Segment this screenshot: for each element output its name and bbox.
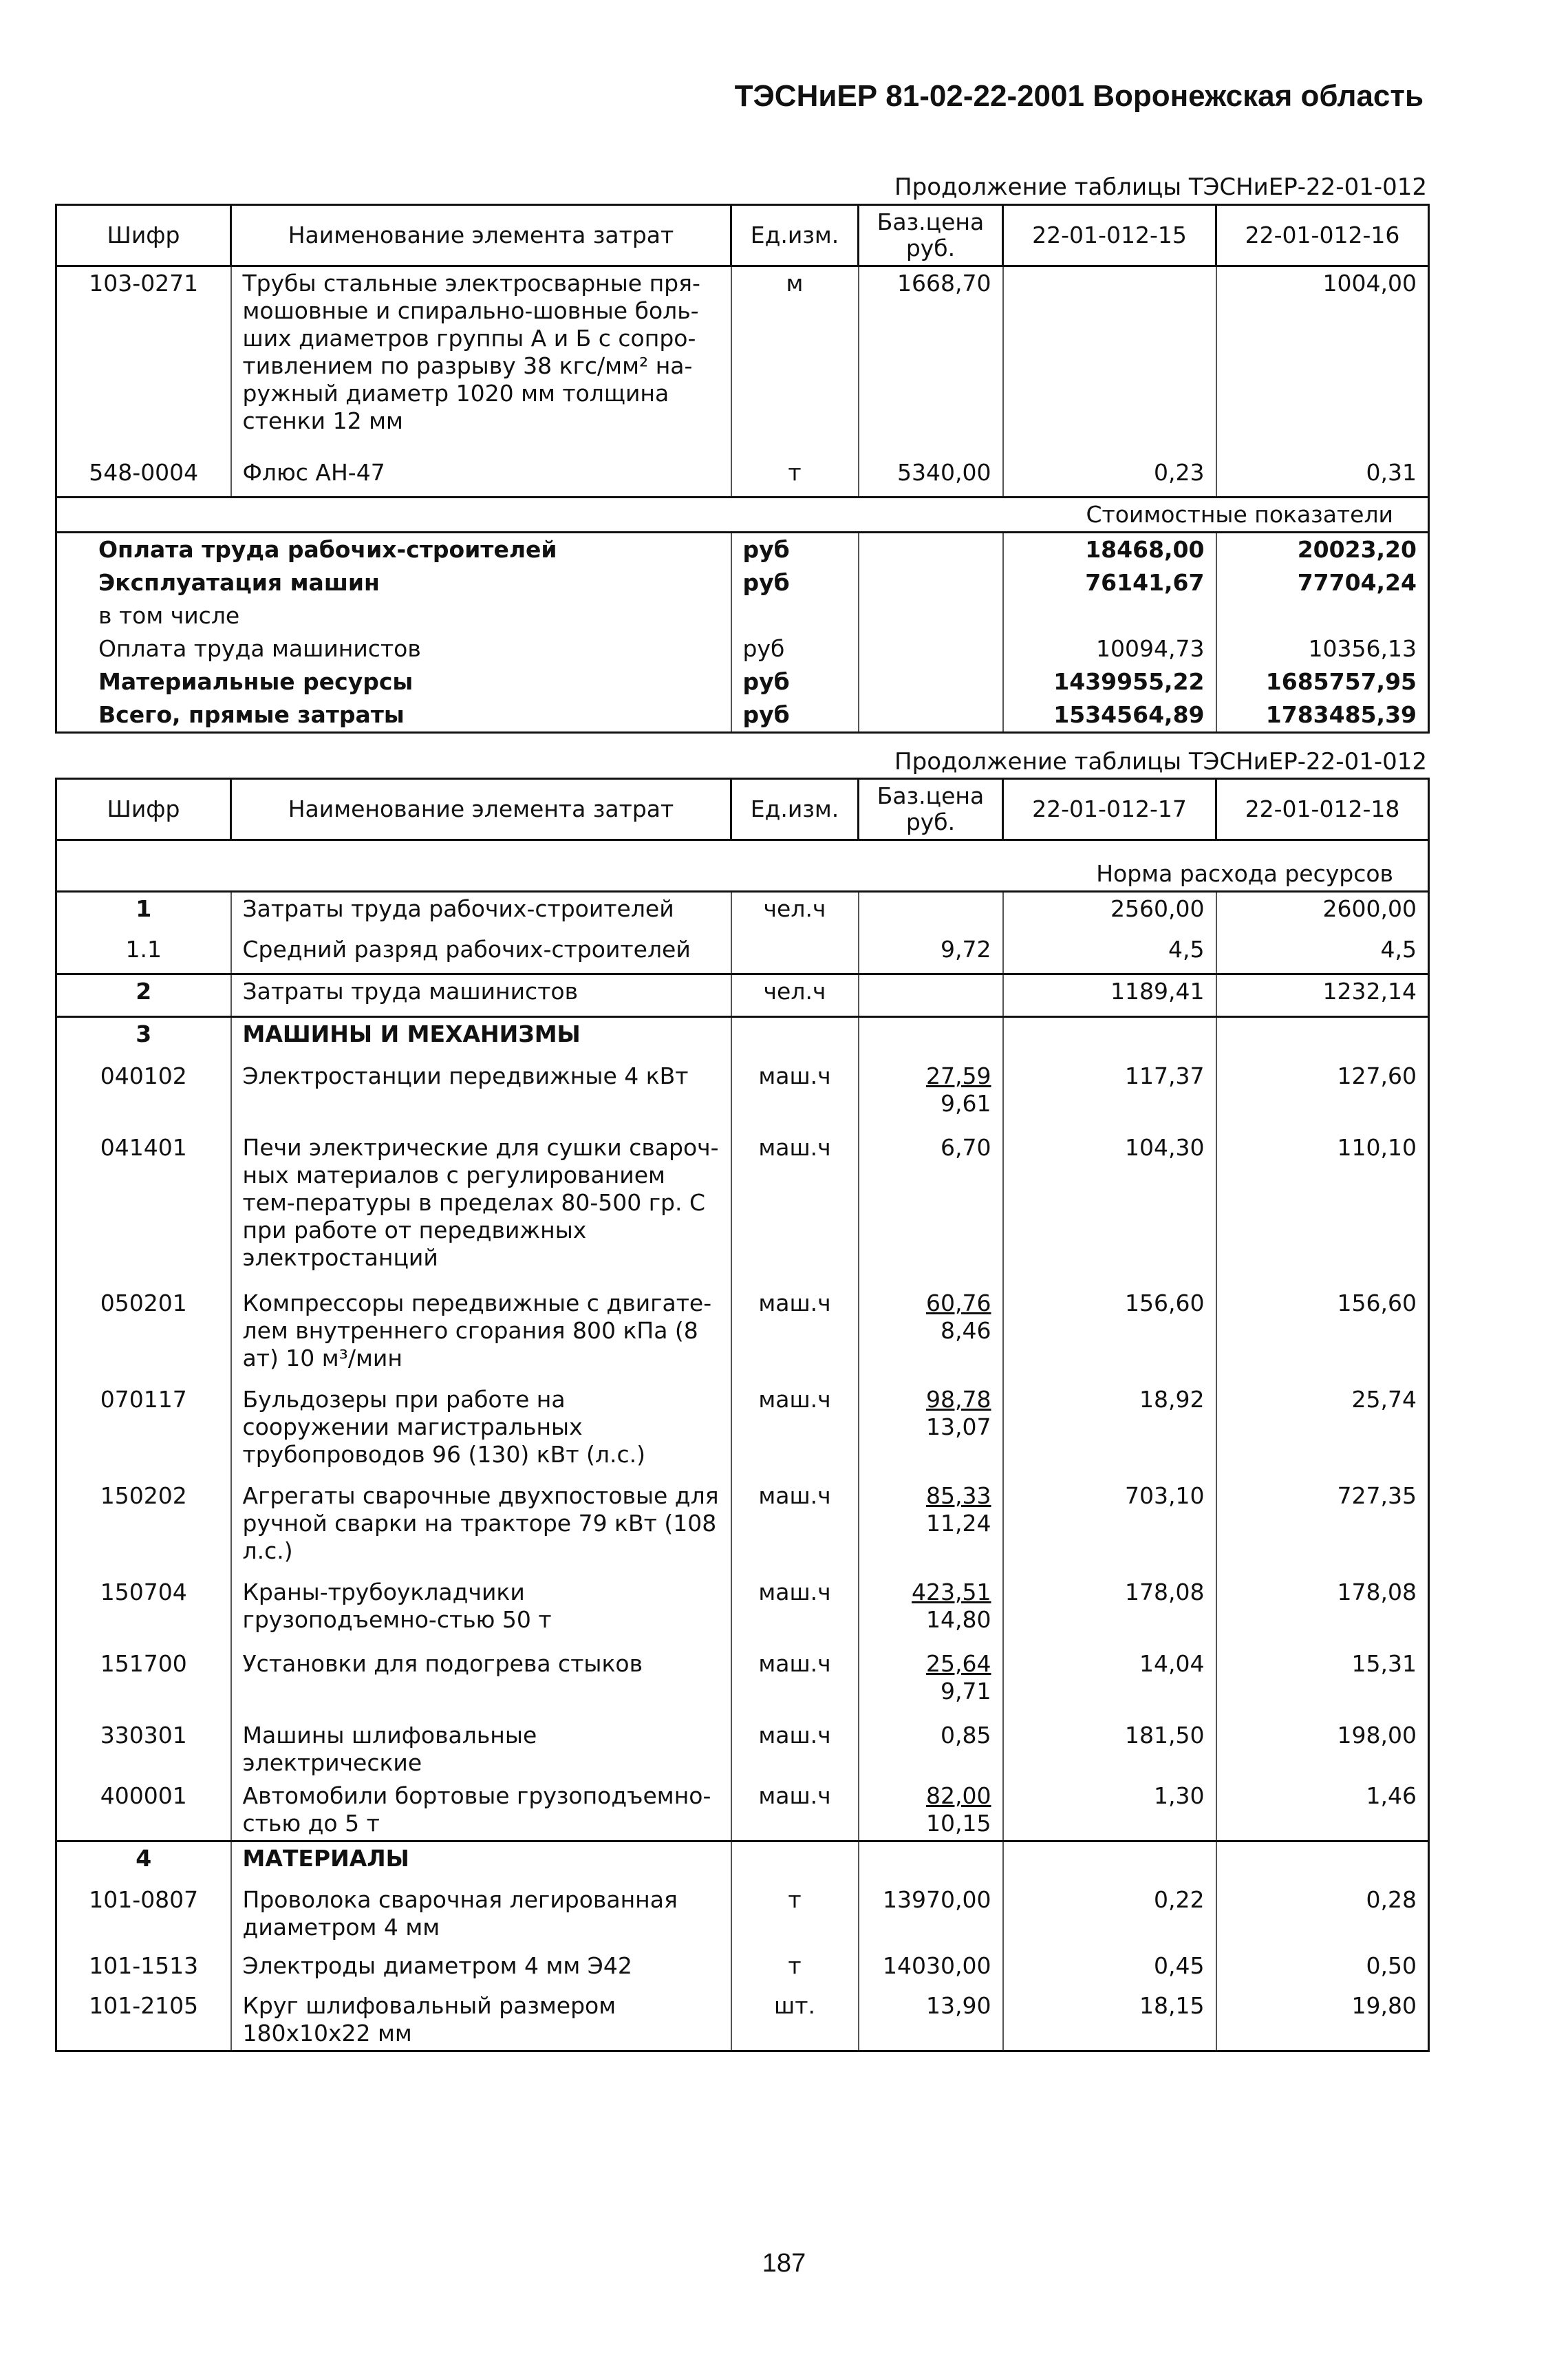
table-row — [56, 1017, 1429, 1060]
column-header-name: Наименование элемента затрат — [231, 205, 731, 266]
table1-header-row — [56, 205, 1429, 266]
cell-code: 1 — [56, 892, 231, 933]
price-main: 27,59 — [926, 1062, 991, 1089]
cell-price — [859, 933, 1003, 974]
cell-name: Затраты труда машинистов — [231, 974, 731, 1017]
cell-value-18: 4,5 — [1216, 933, 1429, 974]
column-header-name: Наименование элемента затрат — [231, 779, 731, 840]
table2-caption: Продолжение таблицы ТЭСНиЕР-22-01-012 — [894, 748, 1427, 776]
price-main: 423,51 — [912, 1578, 991, 1605]
cell-unit — [731, 1841, 859, 1883]
cell-unit: шт. — [731, 1989, 859, 2051]
cell-value-18: 2600,00 — [1216, 892, 1429, 933]
cell-value-18: 156,60 — [1216, 1287, 1429, 1383]
cell-value-18: 1,46 — [1216, 1780, 1429, 1841]
table-row — [56, 1989, 1429, 2051]
cell-value-17: 117,37 — [1003, 1060, 1216, 1131]
cost-label: Всего, прямые затраты — [56, 698, 731, 733]
cell-unit: чел.ч — [731, 974, 859, 1017]
cell-value-18: 19,80 — [1216, 1989, 1429, 2051]
cell-value-17: 4,5 — [1003, 933, 1216, 974]
page-number: 187 — [762, 2249, 806, 2278]
column-header-code: Шифр — [56, 779, 231, 840]
cell-code: 070117 — [56, 1383, 231, 1479]
section-title: Норма расхода ресурсов — [1096, 860, 1393, 887]
cell-name: Электроды диаметром 4 мм Э42 — [231, 1949, 731, 1989]
table1-cost-table — [55, 204, 1430, 734]
price-main: 82,00 — [926, 1782, 991, 1809]
column-header-price: Баз.цена руб. — [859, 779, 1003, 840]
column-header-norm-17: 22-01-012-17 — [1003, 779, 1216, 840]
cell-price — [859, 1883, 1003, 1949]
cost-value-16 — [1216, 599, 1429, 632]
cell-value-18: 178,08 — [1216, 1576, 1429, 1647]
price-operator-wage: 10,15 — [926, 1809, 991, 1837]
column-header-norm-15: 22-01-012-15 — [1003, 205, 1216, 266]
cell-name: Электростанции передвижные 4 кВт — [231, 1060, 731, 1131]
cell-value-18: 1232,14 — [1216, 974, 1429, 1017]
cell-value-17: 1189,41 — [1003, 974, 1216, 1017]
section-row — [56, 840, 1429, 892]
cell-value-16: 1004,00 — [1216, 266, 1429, 456]
cell-price: 5340,00 — [859, 456, 1003, 498]
cell-unit: т — [731, 1883, 859, 1949]
column-header-unit: Ед.изм. — [731, 205, 859, 266]
cell-value-18: 727,35 — [1216, 1479, 1429, 1576]
table-row — [56, 1883, 1429, 1949]
table-row — [56, 1287, 1429, 1383]
table1-caption: Продолжение таблицы ТЭСНиЕР-22-01-012 — [894, 173, 1427, 201]
cell-value-18: 110,10 — [1216, 1131, 1429, 1287]
cost-value-15: 1439955,22 — [1003, 665, 1216, 698]
cell-unit: маш.ч — [731, 1719, 859, 1780]
cost-value-16: 20023,20 — [1216, 533, 1429, 567]
cell-price — [859, 1576, 1003, 1647]
cell-code: 3 — [56, 1017, 231, 1060]
cell-name: МАШИНЫ И МЕХАНИЗМЫ — [231, 1017, 731, 1060]
column-header-price: Баз.цена руб. — [859, 205, 1003, 266]
price-main: 25,64 — [926, 1649, 991, 1677]
cost-price — [859, 632, 1003, 665]
cell-value-15: 0,23 — [1003, 456, 1216, 498]
cell-value-16: 0,31 — [1216, 456, 1429, 498]
cell-unit: т — [731, 456, 859, 498]
cell-unit: маш.ч — [731, 1287, 859, 1383]
price-operator-wage: 13,07 — [926, 1413, 991, 1440]
column-header-norm-16: 22-01-012-16 — [1216, 205, 1429, 266]
cost-value-15: 1534564,89 — [1003, 698, 1216, 733]
cost-value-15: 18468,00 — [1003, 533, 1216, 567]
cell-price — [859, 1060, 1003, 1131]
table-row — [56, 266, 1429, 456]
cost-label: в том числе — [56, 599, 731, 632]
cost-value-15: 10094,73 — [1003, 632, 1216, 665]
cell-unit: маш.ч — [731, 1647, 859, 1719]
cell-name: Средний разряд рабочих-строителей — [231, 933, 731, 974]
cost-row — [56, 665, 1429, 698]
cell-value-17: 18,92 — [1003, 1383, 1216, 1479]
cost-row — [56, 533, 1429, 567]
price-main: 98,78 — [926, 1385, 991, 1413]
table1-body — [56, 266, 1429, 733]
cost-unit: руб — [731, 665, 859, 698]
cell-price — [859, 1989, 1003, 2051]
cell-name: Установки для подогрева стыков — [231, 1647, 731, 1719]
cell-code: 548-0004 — [56, 456, 231, 498]
cost-value-16: 10356,13 — [1216, 632, 1429, 665]
cell-value-18: 25,74 — [1216, 1383, 1429, 1479]
cell-code: 1.1 — [56, 933, 231, 974]
cost-row — [56, 599, 1429, 632]
cost-value-16: 77704,24 — [1216, 566, 1429, 599]
cell-unit — [731, 933, 859, 974]
cell-name: Краны-трубоукладчики грузоподъемно-стью 50 т — [231, 1576, 731, 1647]
cost-value-16: 1685757,95 — [1216, 665, 1429, 698]
cell-price — [859, 1780, 1003, 1841]
cell-value-18: 0,50 — [1216, 1949, 1429, 1989]
cell-code: 400001 — [56, 1780, 231, 1841]
cell-code: 103-0271 — [56, 266, 231, 456]
price-main: 85,33 — [926, 1482, 991, 1509]
cell-unit: маш.ч — [731, 1131, 859, 1287]
cell-value-18 — [1216, 1841, 1429, 1883]
table-row — [56, 1647, 1429, 1719]
cell-value-17: 104,30 — [1003, 1131, 1216, 1287]
table-row — [56, 1719, 1429, 1780]
table-row — [56, 1576, 1429, 1647]
cell-code: 101-2105 — [56, 1989, 231, 2051]
cell-value-18: 127,60 — [1216, 1060, 1429, 1131]
price-operator-wage: 9,61 — [941, 1089, 991, 1117]
cell-name: Машины шлифовальные электрические — [231, 1719, 731, 1780]
column-header-norm-18: 22-01-012-18 — [1216, 779, 1429, 840]
cell-code: 101-1513 — [56, 1949, 231, 1989]
cell-price — [859, 1017, 1003, 1060]
cell-unit: маш.ч — [731, 1479, 859, 1576]
cell-code: 2 — [56, 974, 231, 1017]
cost-label: Оплата труда рабочих-строителей — [56, 533, 731, 567]
cell-unit: чел.ч — [731, 892, 859, 933]
cell-name: МАТЕРИАЛЫ — [231, 1841, 731, 1883]
cell-code: 041401 — [56, 1131, 231, 1287]
cost-price — [859, 533, 1003, 567]
price-main: 0,85 — [941, 1721, 991, 1749]
cost-row — [56, 698, 1429, 733]
cell-code: 151700 — [56, 1647, 231, 1719]
cell-name: Трубы стальные электросварные пря-мошовные и спирально-шовные боль-ших диаметров группы А и Б с сопро-тивлением по разрыву 38 кгс/мм² на-ружный диаметр 1020 мм толщина стенки 12 мм — [231, 266, 731, 456]
cost-row — [56, 632, 1429, 665]
cell-price — [859, 1841, 1003, 1883]
cost-label: Эксплуатация машин — [56, 566, 731, 599]
cell-value-18: 198,00 — [1216, 1719, 1429, 1780]
cell-price — [859, 974, 1003, 1017]
cell-unit: маш.ч — [731, 1060, 859, 1131]
page-header-title: ТЭСНиЕР 81-02-22-2001 Воронежская область — [734, 79, 1424, 113]
cell-name: Проволока сварочная легированная диаметром 4 мм — [231, 1883, 731, 1949]
price-main: 13,90 — [926, 1992, 991, 2019]
cell-code: 4 — [56, 1841, 231, 1883]
column-header-code: Шифр — [56, 205, 231, 266]
cell-name: Компрессоры передвижные с двигате-лем внутреннего сгорания 800 кПа (8 ат) 10 м³/мин — [231, 1287, 731, 1383]
cell-unit: маш.ч — [731, 1576, 859, 1647]
cell-value-18 — [1216, 1017, 1429, 1060]
cost-unit: руб — [731, 632, 859, 665]
cell-name: Флюс АН-47 — [231, 456, 731, 498]
cost-label: Материальные ресурсы — [56, 665, 731, 698]
cell-value-17 — [1003, 1017, 1216, 1060]
cell-value-17: 0,45 — [1003, 1949, 1216, 1989]
table2-resource-table — [55, 778, 1430, 2052]
table-row — [56, 933, 1429, 974]
cost-row — [56, 566, 1429, 599]
column-header-unit: Ед.изм. — [731, 779, 859, 840]
cell-price — [859, 1287, 1003, 1383]
table-row — [56, 892, 1429, 933]
table-row — [56, 974, 1429, 1017]
cell-unit: маш.ч — [731, 1780, 859, 1841]
cell-price: 1668,70 — [859, 266, 1003, 456]
cell-value-17: 14,04 — [1003, 1647, 1216, 1719]
cell-value-17: 18,15 — [1003, 1989, 1216, 2051]
cell-price — [859, 1647, 1003, 1719]
cell-price — [859, 1479, 1003, 1576]
cell-price — [859, 1383, 1003, 1479]
price-main: 6,70 — [941, 1133, 991, 1161]
cell-value-17: 703,10 — [1003, 1479, 1216, 1576]
cell-name: Круг шлифовальный размером 180х10х22 мм — [231, 1989, 731, 2051]
cell-value-17: 1,30 — [1003, 1780, 1216, 1841]
cost-value-15: 76141,67 — [1003, 566, 1216, 599]
cell-name: Автомобили бортовые грузоподъемно-стью до 5 т — [231, 1780, 731, 1841]
table-row — [56, 1780, 1429, 1841]
price-main: 60,76 — [926, 1289, 991, 1316]
price-operator-wage: 14,80 — [926, 1605, 991, 1633]
cell-value-18: 0,28 — [1216, 1883, 1429, 1949]
cell-code: 150704 — [56, 1576, 231, 1647]
price-main: 14030,00 — [883, 1952, 991, 1979]
cell-unit — [731, 1017, 859, 1060]
cell-value-17: 178,08 — [1003, 1576, 1216, 1647]
cell-value-17: 181,50 — [1003, 1719, 1216, 1780]
cost-label: Оплата труда машинистов — [56, 632, 731, 665]
price-main: 13970,00 — [883, 1886, 991, 1913]
table-row — [56, 1131, 1429, 1287]
cell-name: Печи электрические для сушки свароч-ных материалов с регулированием тем-пературы в пределах 80-500 гр. С при работе от передвижных электростанций — [231, 1131, 731, 1287]
price-main: 9,72 — [941, 935, 991, 963]
cell-value-17: 156,60 — [1003, 1287, 1216, 1383]
table-row — [56, 1479, 1429, 1576]
cell-price — [859, 1949, 1003, 1989]
cost-unit: руб — [731, 698, 859, 733]
cell-price — [859, 1719, 1003, 1780]
cell-unit: т — [731, 1949, 859, 1989]
cell-value-17: 2560,00 — [1003, 892, 1216, 933]
cost-price — [859, 599, 1003, 632]
cell-price — [859, 1131, 1003, 1287]
price-operator-wage: 8,46 — [941, 1316, 991, 1344]
table-row — [56, 1383, 1429, 1479]
cell-code: 330301 — [56, 1719, 231, 1780]
cost-value-15 — [1003, 599, 1216, 632]
table2-header-row — [56, 779, 1429, 840]
section-row — [56, 498, 1429, 533]
price-operator-wage: 11,24 — [926, 1509, 991, 1537]
section-title: Стоимостные показатели — [56, 498, 1429, 533]
table-row — [56, 456, 1429, 498]
price-operator-wage: 9,71 — [941, 1677, 991, 1705]
cell-value-17: 0,22 — [1003, 1883, 1216, 1949]
table-row — [56, 1841, 1429, 1883]
cost-price — [859, 566, 1003, 599]
cell-code: 050201 — [56, 1287, 231, 1383]
cell-code: 150202 — [56, 1479, 231, 1576]
cost-unit — [731, 599, 859, 632]
table-row — [56, 1949, 1429, 1989]
cell-unit: маш.ч — [731, 1383, 859, 1479]
cell-name: Агрегаты сварочные двухпостовые для ручной сварки на тракторе 79 кВт (108 л.с.) — [231, 1479, 731, 1576]
table2-body — [56, 840, 1429, 2051]
cost-unit: руб — [731, 533, 859, 567]
cell-unit: м — [731, 266, 859, 456]
cost-price — [859, 698, 1003, 733]
cell-value-18: 15,31 — [1216, 1647, 1429, 1719]
cell-price — [859, 892, 1003, 933]
cell-name: Бульдозеры при работе на сооружении магистральных трубопроводов 96 (130) кВт (л.с.) — [231, 1383, 731, 1479]
cell-code: 040102 — [56, 1060, 231, 1131]
cost-value-16: 1783485,39 — [1216, 698, 1429, 733]
cell-name: Затраты труда рабочих-строителей — [231, 892, 731, 933]
cost-price — [859, 665, 1003, 698]
cell-value-15 — [1003, 266, 1216, 456]
cell-code: 101-0807 — [56, 1883, 231, 1949]
cell-value-17 — [1003, 1841, 1216, 1883]
cost-unit: руб — [731, 566, 859, 599]
table-row — [56, 1060, 1429, 1131]
